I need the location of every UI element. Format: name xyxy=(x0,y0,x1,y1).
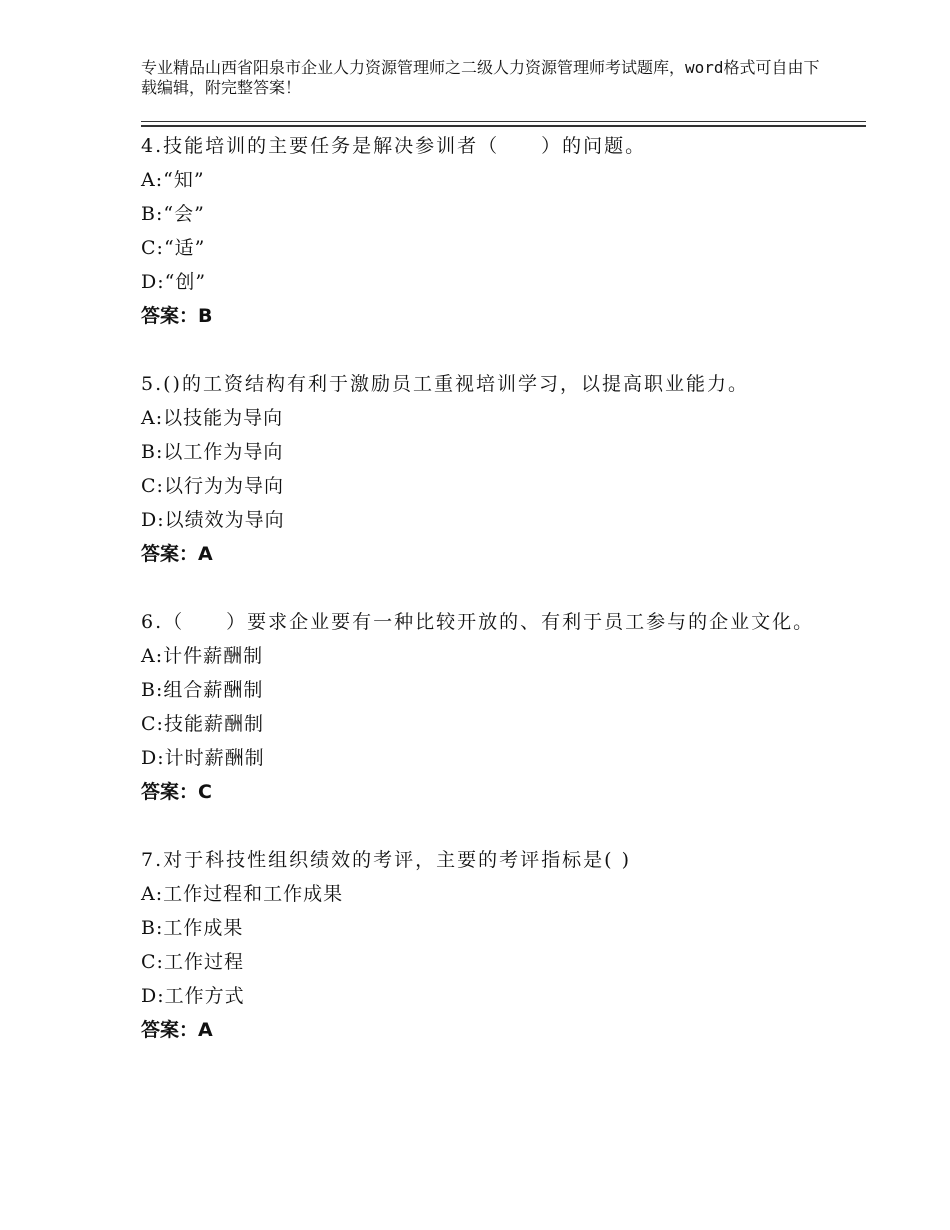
question-4 xyxy=(141,129,821,333)
option-b: B:工作成果 xyxy=(141,917,244,939)
question-list xyxy=(141,129,821,1081)
option-b: B:以工作为导向 xyxy=(141,441,284,463)
option-a: A:以技能为导向 xyxy=(141,407,284,429)
option-b: B:“会” xyxy=(141,203,205,225)
option-d: D:“创” xyxy=(141,271,207,293)
header-title: 专业精品山西省阳泉市企业人力资源管理师之二级人力资源管理师考试题库，word格式可自由下载编辑，附完整答案！ xyxy=(141,58,820,97)
option-c: C:“适” xyxy=(141,237,206,259)
question-5 xyxy=(141,367,821,571)
header-divider-thin xyxy=(141,121,866,122)
option-d: D:以绩效为导向 xyxy=(141,509,285,531)
answer-label: 答案：C xyxy=(141,781,212,803)
answer-label: 答案：B xyxy=(141,305,213,327)
question-stem: 7.对于科技性组织绩效的考评，主要的考评指标是( ) xyxy=(141,849,631,871)
header-divider-thick xyxy=(141,125,866,127)
option-d: D:工作方式 xyxy=(141,985,245,1007)
question-7 xyxy=(141,843,821,1047)
option-a: A:工作过程和工作成果 xyxy=(141,883,344,905)
question-6 xyxy=(141,605,821,809)
question-stem: 6.（ ）要求企业要有一种比较开放的、有利于员工参与的企业文化。 xyxy=(141,611,815,633)
question-stem: 4.技能培训的主要任务是解决参训者（ ）的问题。 xyxy=(141,135,647,157)
option-a: A:“知” xyxy=(141,169,205,191)
option-c: C:工作过程 xyxy=(141,951,244,973)
document-header xyxy=(141,58,831,98)
option-c: C:以行为为导向 xyxy=(141,475,284,497)
answer-label: 答案：A xyxy=(141,543,213,565)
option-b: B:组合薪酬制 xyxy=(141,679,264,701)
option-c: C:技能薪酬制 xyxy=(141,713,264,735)
option-d: D:计时薪酬制 xyxy=(141,747,265,769)
answer-label: 答案：A xyxy=(141,1019,213,1041)
question-stem: 5.()的工资结构有利于激励员工重视培训学习，以提高职业能力。 xyxy=(141,373,749,395)
option-a: A:计件薪酬制 xyxy=(141,645,264,667)
